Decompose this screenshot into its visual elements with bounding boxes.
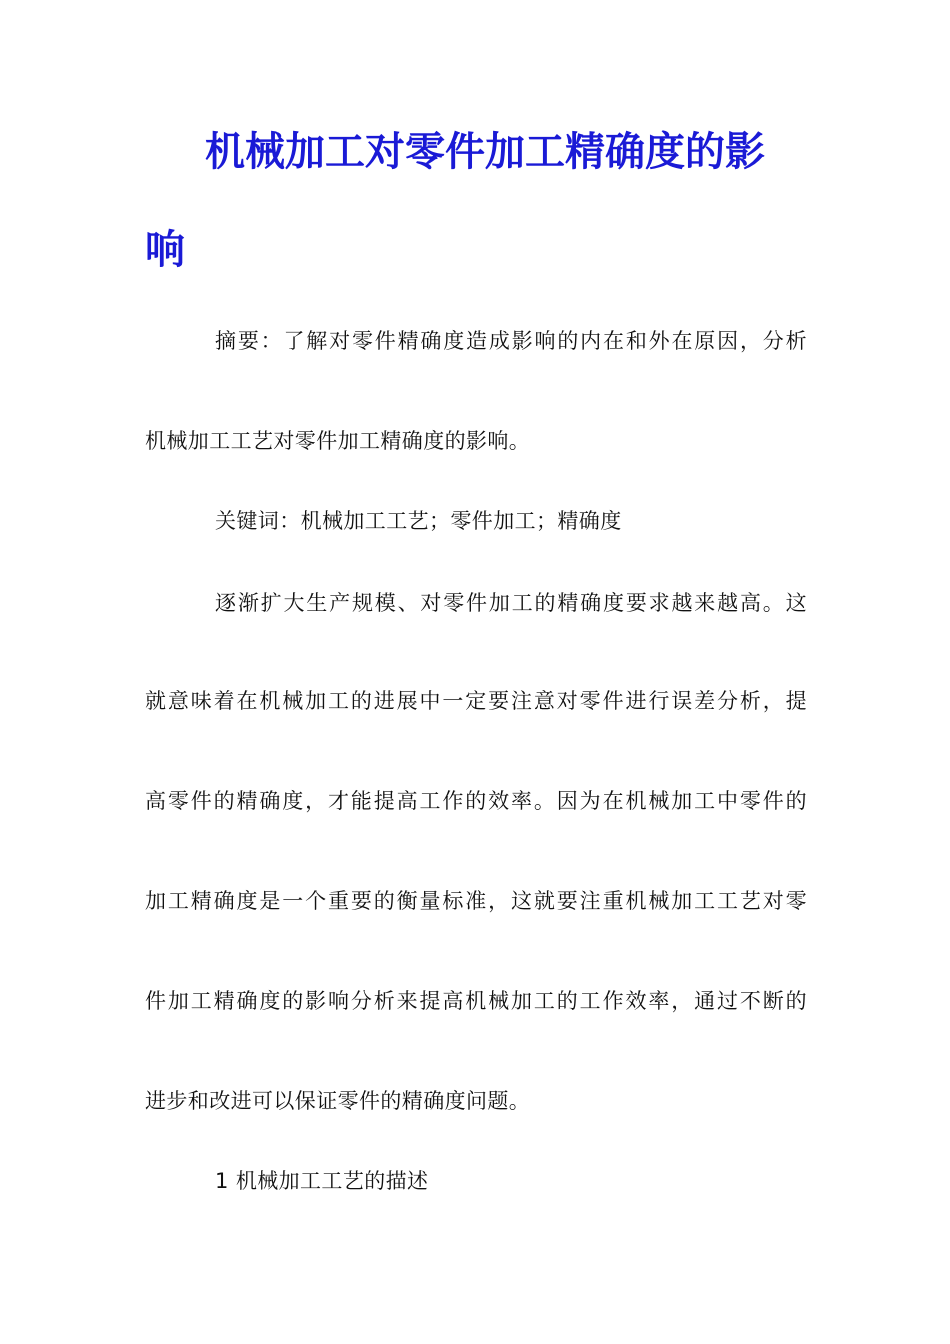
body-paragraph-line: 高零件的精确度，才能提高工作的效率。因为在机械加工中零件的 [145, 789, 807, 813]
body-paragraph-line: 逐渐扩大生产规模、对零件加工的精确度要求越来越高。这 [215, 591, 807, 615]
abstract-line-1: 摘要：了解对零件精确度造成影响的内在和外在原因，分析 [215, 329, 807, 353]
abstract-line-2: 机械加工工艺对零件加工精确度的影响。 [145, 429, 531, 453]
document-title-line-2: 响 [145, 226, 185, 273]
body-paragraph-line: 就意味着在机械加工的进展中一定要注意对零件进行误差分析，提 [145, 689, 807, 713]
body-paragraph-line: 件加工精确度的影响分析来提高机械加工的工作效率，通过不断的 [145, 989, 807, 1013]
document-title-line-1: 机械加工对零件加工精确度的影 [205, 128, 765, 175]
section-heading: 1 机械加工工艺的描述 [215, 1169, 429, 1193]
body-paragraph-line: 加工精确度是一个重要的衡量标准，这就要注重机械加工工艺对零 [145, 889, 807, 913]
keywords-line: 关键词：机械加工工艺；零件加工；精确度 [215, 509, 622, 533]
body-paragraph-line: 进步和改进可以保证零件的精确度问题。 [145, 1089, 531, 1113]
